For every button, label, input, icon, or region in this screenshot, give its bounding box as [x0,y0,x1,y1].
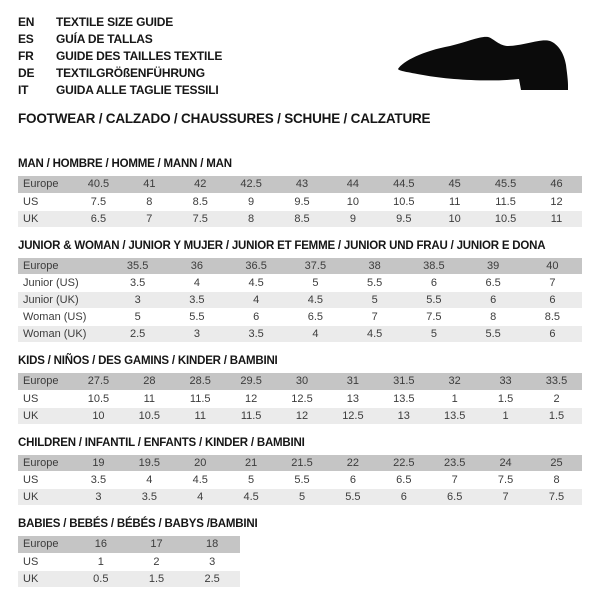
size-value: 38.5 [404,258,463,275]
size-value: 46 [531,176,582,193]
size-value: 17 [129,536,185,553]
size-value: 6.5 [73,210,124,227]
size-value: 1 [429,390,480,407]
size-value: 7 [124,210,175,227]
size-value: 9.5 [378,210,429,227]
size-section-title: KIDS / NIÑOS / DES GAMINS / KINDER / BAMBINI [18,355,278,367]
size-value: 8 [226,210,277,227]
size-value: 33 [480,373,531,390]
size-section-title: JUNIOR & WOMAN / JUNIOR Y MUJER / JUNIOR ET FEMME / JUNIOR UND FRAU / JUNIOR E DONA [18,239,546,252]
size-value: 43 [277,176,328,193]
size-value: 1.5 [531,407,582,424]
size-value: 42 [175,176,226,193]
size-value: 12 [226,390,277,407]
size-table [18,258,582,344]
size-value: 31 [327,373,378,390]
size-value: 7.5 [531,489,582,506]
size-value: 37.5 [286,258,345,275]
size-value: 23.5 [429,455,480,472]
row-label: Europe [18,176,73,193]
size-value: 6 [227,309,286,326]
size-value: 4.5 [286,292,345,309]
size-value: 6.5 [378,472,429,489]
size-value: 11 [531,210,582,227]
size-row [18,210,582,227]
size-value: 5 [108,309,167,326]
size-row [18,489,582,506]
size-table [18,455,582,507]
size-value: 6.5 [429,489,480,506]
language-row [18,14,582,31]
row-label: Europe [18,258,108,275]
size-value: 5 [277,489,328,506]
size-value: 2 [531,390,582,407]
size-table [18,373,582,425]
size-value: 32 [429,373,480,390]
size-table [18,176,582,228]
size-value: 6 [327,472,378,489]
size-value: 12.5 [277,390,328,407]
size-value: 7.5 [175,210,226,227]
size-value: 24 [480,455,531,472]
size-value: 5.5 [277,472,328,489]
size-value: 7.5 [73,193,124,210]
size-value: 40.5 [73,176,124,193]
language-code: IT [18,83,29,97]
size-section-title: CHILDREN / INFANTIL / ENFANTS / KINDER / BAMBINI [18,436,305,449]
size-value: 22 [327,455,378,472]
size-value: 5.5 [464,326,523,343]
language-label: TEXTILGRÖßENFÜHRUNG [56,66,205,80]
size-value: 13.5 [378,390,429,407]
size-value: 8.5 [277,210,328,227]
size-value: 18 [184,536,240,553]
size-value: 5.5 [167,309,226,326]
row-label: Europe [18,455,73,472]
category-header: FOOTWEAR / CALZADO / CHAUSSURES / SCHUHE / CALZATURE [18,111,431,126]
size-value: 3.5 [73,472,124,489]
size-value: 31.5 [378,373,429,390]
size-value: 1.5 [480,390,531,407]
size-value: 2 [129,553,185,570]
size-value: 8 [124,193,175,210]
size-value: 8.5 [175,193,226,210]
size-value: 29.5 [226,373,277,390]
size-value: 33.5 [531,373,582,390]
size-header-row [18,455,582,472]
size-value: 11.5 [226,407,277,424]
row-label: UK [18,210,73,227]
size-value: 7.5 [480,472,531,489]
size-section [18,437,582,507]
size-header-row [18,536,240,553]
size-value: 10.5 [124,407,175,424]
row-label: Europe [18,536,73,553]
size-row [18,309,582,326]
size-value: 4.5 [345,326,404,343]
language-label: GUIDE DES TAILLES TEXTILE [56,49,223,63]
language-label: TEXTILE SIZE GUIDE [56,15,174,29]
size-value: 2.5 [108,326,167,343]
size-value: 8 [531,472,582,489]
size-value: 20 [175,455,226,472]
size-value: 10.5 [378,193,429,210]
size-value: 13 [327,390,378,407]
size-value: 0.5 [73,570,129,587]
size-value: 1 [480,407,531,424]
size-header-row [18,176,582,193]
size-row [18,570,240,587]
row-label: UK [18,570,73,587]
language-label: GUÍA DE TALLAS [56,32,153,46]
size-value: 27.5 [73,373,124,390]
size-value: 19.5 [124,455,175,472]
size-value: 6 [464,292,523,309]
size-value: 10 [429,210,480,227]
size-section [18,518,582,588]
language-code: FR [18,49,34,63]
size-value: 4 [227,292,286,309]
language-code: DE [18,66,35,80]
size-value: 5 [345,292,404,309]
size-value: 28.5 [175,373,226,390]
row-label: US [18,390,73,407]
size-value: 4.5 [175,472,226,489]
size-value: 9 [327,210,378,227]
size-section [18,240,582,344]
size-value: 6 [378,489,429,506]
size-value: 7 [523,275,582,292]
row-label: UK [18,489,73,506]
row-label: Junior (UK) [18,292,108,309]
row-label: Junior (US) [18,275,108,292]
size-value: 6.5 [464,275,523,292]
size-value: 36 [167,258,226,275]
size-row [18,326,582,343]
size-section-title: MAN / HOMBRE / HOMME / MANN / MAN [18,158,232,170]
size-value: 36.5 [227,258,286,275]
size-value: 9 [226,193,277,210]
size-value: 7 [429,472,480,489]
size-value: 5.5 [345,275,404,292]
size-value: 16 [73,536,129,553]
size-value: 8 [464,309,523,326]
row-label: Woman (US) [18,309,108,326]
size-value: 41 [124,176,175,193]
size-value: 3.5 [108,275,167,292]
size-value: 3.5 [167,292,226,309]
size-value: 21.5 [277,455,328,472]
size-value: 12.5 [327,407,378,424]
size-value: 10.5 [480,210,531,227]
size-value: 42.5 [226,176,277,193]
size-value: 5.5 [404,292,463,309]
size-value: 11 [175,407,226,424]
size-value: 1.5 [129,570,185,587]
size-value: 19 [73,455,124,472]
size-row [18,292,582,309]
size-value: 3 [108,292,167,309]
size-value: 28 [124,373,175,390]
size-value: 39 [464,258,523,275]
size-value: 22.5 [378,455,429,472]
size-value: 9.5 [277,193,328,210]
size-value: 38 [345,258,404,275]
size-value: 12 [531,193,582,210]
size-row [18,553,240,570]
size-value: 4.5 [226,489,277,506]
size-row [18,472,582,489]
size-row [18,390,582,407]
size-value: 11.5 [175,390,226,407]
size-value: 6 [404,275,463,292]
size-value: 35.5 [108,258,167,275]
size-value: 4 [167,275,226,292]
row-label: US [18,193,73,210]
size-section-title: BABIES / BEBÉS / BÉBÉS / BABYS /BAMBINI [18,518,258,530]
dress-shoe-icon [395,33,575,95]
size-value: 10 [73,407,124,424]
size-value: 3 [167,326,226,343]
size-value: 10.5 [73,390,124,407]
size-value: 13.5 [429,407,480,424]
size-value: 5 [226,472,277,489]
size-value: 45.5 [480,176,531,193]
size-table [18,536,240,588]
size-section [18,355,582,425]
size-value: 3 [73,489,124,506]
size-value: 13 [378,407,429,424]
row-label: US [18,472,73,489]
size-value: 8.5 [523,309,582,326]
size-value: 44 [327,176,378,193]
size-value: 11 [124,390,175,407]
size-value: 1 [73,553,129,570]
size-value: 12 [277,407,328,424]
size-value: 5 [404,326,463,343]
size-row [18,275,582,292]
size-value: 7.5 [404,309,463,326]
row-label: UK [18,407,73,424]
row-label: Woman (UK) [18,326,108,343]
row-label: Europe [18,373,73,390]
size-value: 3 [184,553,240,570]
size-value: 11 [429,193,480,210]
size-value: 4.5 [227,275,286,292]
size-value: 45 [429,176,480,193]
size-value: 3.5 [124,489,175,506]
size-row [18,407,582,424]
size-row [18,193,582,210]
language-label: GUIDA ALLE TAGLIE TESSILI [56,83,219,97]
size-header-row [18,258,582,275]
size-header-row [18,373,582,390]
size-value: 6 [523,292,582,309]
language-code: ES [18,32,34,46]
size-value: 25 [531,455,582,472]
size-value: 4 [124,472,175,489]
size-value: 44.5 [378,176,429,193]
size-value: 6.5 [286,309,345,326]
row-label: US [18,553,73,570]
size-value: 4 [286,326,345,343]
size-value: 4 [175,489,226,506]
size-tables [18,158,582,588]
size-value: 5 [286,275,345,292]
size-value: 7 [480,489,531,506]
size-value: 3.5 [227,326,286,343]
size-value: 6 [523,326,582,343]
size-value: 21 [226,455,277,472]
size-value: 2.5 [184,570,240,587]
size-value: 5.5 [327,489,378,506]
size-value: 30 [277,373,328,390]
size-value: 10 [327,193,378,210]
size-value: 40 [523,258,582,275]
size-value: 11.5 [480,193,531,210]
size-section [18,158,582,228]
size-value: 7 [345,309,404,326]
language-code: EN [18,15,35,29]
